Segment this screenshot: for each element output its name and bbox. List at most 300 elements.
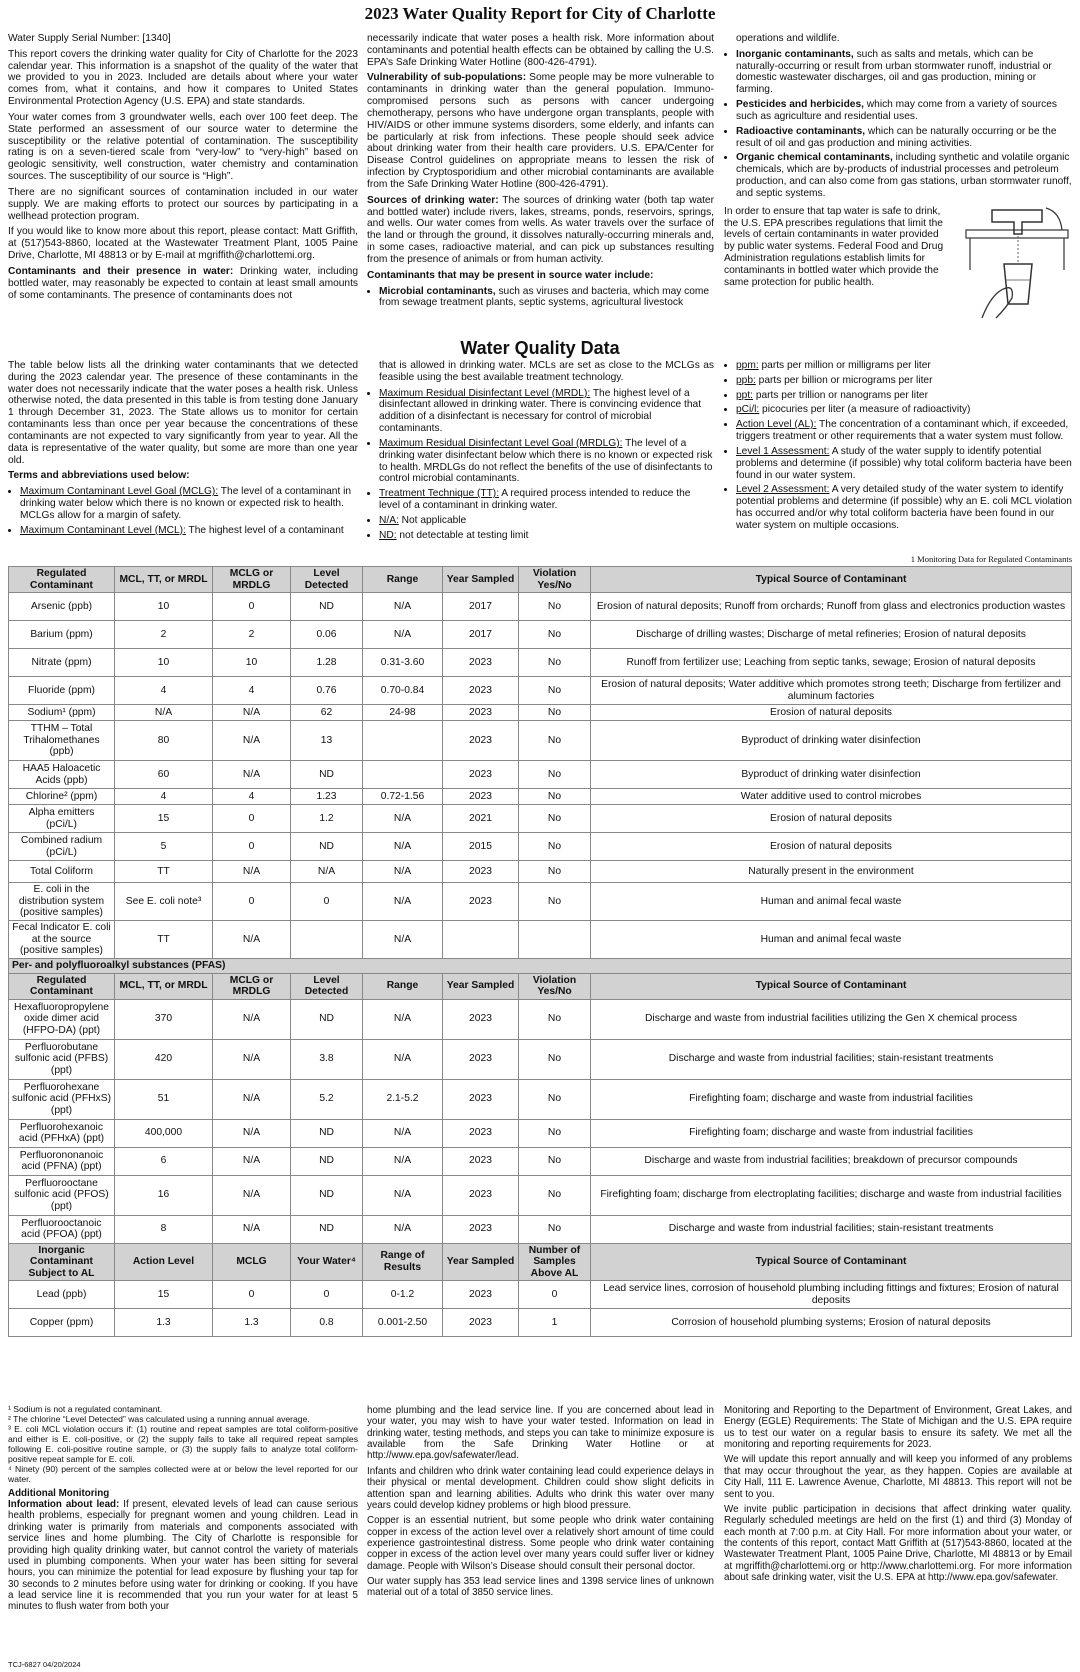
table-cell: 4 (115, 677, 213, 705)
table-cell: TTHM – Total Trihalomethanes (ppb) (9, 721, 115, 761)
footnote-1: ¹ Sodium is not a regulated contaminant. (8, 1404, 163, 1414)
column-header: MCLG or MRDLG (213, 973, 291, 999)
column-header: Level Detected (291, 973, 363, 999)
health-info-paragraph: necessarily indicate that water poses a health risk. More information about contaminants and potential health effects can be obtained by calling the U.S. EPA’s Safe Drinking Water Hotline (800-426-4791). (367, 33, 714, 68)
term-definition: parts per billion or micrograms per liter (755, 374, 933, 386)
table-cell: See E. coli note³ (115, 883, 213, 921)
list-item (736, 152, 1072, 199)
table-cell: N/A (363, 621, 443, 649)
list-continuation: operations and wildlife. (736, 33, 840, 44)
table-cell: 2023 (443, 1039, 519, 1079)
term-item (379, 438, 714, 485)
column-header: Violation Yes/No (519, 973, 591, 999)
table-cell: 2023 (443, 677, 519, 705)
term-item (736, 419, 1072, 443)
term-name: Maximum Residual Disinfectant Level Goal (MRDLG): (379, 437, 623, 449)
table-cell: Fecal Indicator E. coli at the source (positive samples) (9, 921, 115, 959)
term-definition: The level of a drinking water disinfectant below which there is no known or expected risk to health. MRDLGs do not reflect the benefits of the use of disinfectants to control microbial contaminants. (379, 437, 713, 485)
table-row (9, 1039, 1072, 1079)
report-title: 2023 Water Quality Report for City of Charlotte (364, 4, 716, 23)
list-item-term: Pesticides and herbicides, (736, 99, 864, 111)
table-cell: 0.31-3.60 (363, 649, 443, 677)
table-cell: ND (291, 999, 363, 1039)
table-cell: Erosion of natural deposits (591, 833, 1072, 861)
table-cell: Perfluorooctanoic acid (PFOA) (ppt) (9, 1215, 115, 1243)
table-cell: 2023 (443, 1079, 519, 1119)
contaminants-text: Drinking water, including bottled water, may reasonably be expected to contain at least small amounts of some contaminants. The presence of contaminants does not (8, 265, 358, 301)
table-cell: Erosion of natural deposits (591, 705, 1072, 721)
table-cell: E. coli in the distribution system (positive samples) (9, 883, 115, 921)
table-cell: HAA5 Haloacetic Acids (ppb) (9, 761, 115, 789)
table-cell: N/A (363, 861, 443, 883)
column-header: Your Water⁴ (291, 1243, 363, 1281)
table-cell: N/A (363, 1147, 443, 1175)
table-cell: Chlorine² (ppm) (9, 789, 115, 805)
data-intro-paragraph: The table below lists all the drinking water contaminants that we detected during the 2023 calendar year. The presence of these contaminants in the water does not necessarily indicate that the water poses a health risk. Unless otherwise noted, the data presented in this table is from testing done January 1 through December 31, 2023. The State allows us to monitor for certain contaminants less than once per year because the concentrations of these contaminants are not expected to vary significantly from year to year. All the data is representative of the water quality, but some are more than one year old. (8, 360, 358, 466)
term-item (379, 388, 714, 435)
table-cell: No (519, 1079, 591, 1119)
table-cell: ND (291, 593, 363, 621)
lead-text: If present, elevated levels of lead can cause serious health problems, especially for pregnant women and young children. Lead in drinking water is primarily from materials and components associated with service lines and home plumbing. The City of Charlotte is responsible for providing high quality drinking water, but cannot control the variety of materials used in plumbing components. When your water has been sitting for several hours, you can minimize the potential for lead exposure by flushing your tap for 30 seconds to 2 minutes before using water for drinking or cooking. If you have a lead service line it is recommended that you run your water for at least 5 minutes to flush water from both your (8, 1499, 358, 1613)
table-cell: Perfluorooctane sulfonic acid (PFOS) (ppt) (9, 1175, 115, 1215)
table-row (9, 677, 1072, 705)
table-cell: Byproduct of drinking water disinfection (591, 761, 1072, 789)
list-item-text: including synthetic and volatile organic chemicals, which are by-products of industrial processes and petroleum production, and can also come from gas stations, urban stormwater runoff, and septic systems. (736, 152, 1072, 199)
table-cell: 4 (213, 677, 291, 705)
lead-continuation: home plumbing and the lead service line. If you are concerned about lead in your water, you may wish to have your water tested. Information on lead in drinking water, testing methods, and steps you can take to minimize exposure is available from the Safe Drinking Water Hotline or at http://www.epa.gov/safewater/lead. (367, 1405, 714, 1462)
table-cell: Firefighting foam; discharge from electroplating facilities; discharge and waste from industrial facilities (591, 1175, 1072, 1215)
table-cell: 2023 (443, 789, 519, 805)
column-header: Typical Source of Contaminant (591, 973, 1072, 999)
table-cell: Nitrate (ppm) (9, 649, 115, 677)
table-cell: 2023 (443, 1281, 519, 1309)
table-cell: ND (291, 1119, 363, 1147)
term-definition: The highest level of a disinfectant allowed in drinking water. There is convincing evidence that addition of a disinfectant is necessary for control of microbial contaminants. (379, 387, 702, 435)
table-cell: 4 (213, 789, 291, 805)
table-cell: 1.23 (291, 789, 363, 805)
table-cell: Discharge and waste from industrial facilities utilizing the Gen X chemical process (591, 999, 1072, 1039)
table-cell: Barium (ppm) (9, 621, 115, 649)
term-name: Maximum Contaminant Level (MCL): (20, 524, 186, 536)
table-cell: Lead (ppb) (9, 1281, 115, 1309)
table-cell: 2023 (443, 883, 519, 921)
table-cell: 2 (115, 621, 213, 649)
table-cell: 10 (115, 649, 213, 677)
table-cell: No (519, 1039, 591, 1079)
footnote-2: ² The chlorine “Level Detected” was calculated using a running annual average. (8, 1413, 310, 1424)
contact-paragraph: If you would like to know more about this report, please contact: Matt Griffith, at (517)543-8860, located at the Wastewater Treatment Plant, 1005 Paine Drive, Charlotte, MI 48813 or by E-mail at mgriffith@charlottemi.org. (8, 226, 358, 262)
term-name: pCi/l: (736, 404, 760, 416)
epa-regulation-paragraph: In order to ensure that tap water is safe to drink, the U.S. EPA prescribes regulations that limit the levels of certain contaminants in water provided by public water systems. Federal Food and Drug Administration regulations establish limits for contaminants in bottled water which provide the same protection for public health. (724, 205, 944, 288)
column-header: Typical Source of Contaminant (591, 567, 1072, 593)
footnote-4: ⁴ Ninety (90) percent of the samples collected were at or below the level reported for our water. (8, 1463, 358, 1484)
table-cell: Naturally present in the environment (591, 861, 1072, 883)
sources-heading: Sources of drinking water: (367, 194, 499, 206)
list-item (736, 49, 1072, 96)
table-cell: No (519, 789, 591, 805)
table-cell: 2023 (443, 861, 519, 883)
term-name: ppm: (736, 360, 759, 371)
list-item-text: which can be naturally occurring or be the result of oil and gas production and mining activities. (736, 125, 1057, 149)
table-cell: No (519, 721, 591, 761)
table-cell: No (519, 883, 591, 921)
term-definition: parts per trillion or nanograms per liter (753, 389, 928, 401)
table-row (9, 761, 1072, 789)
sources-text: The sources of drinking water (both tap water and bottled water) include rivers, lakes, streams, ponds, reservoirs, springs, and wells. Our water comes from wells. As water travels over the surface of the land or through the ground, it dissolves naturally-occurring minerals and, in some cases, radioactive material, and can pick up substances resulting from the presence of animals or from human activity. (367, 194, 714, 265)
table-cell: No (519, 621, 591, 649)
table-cell: N/A (213, 999, 291, 1039)
data-intro-column-3 (724, 360, 1072, 535)
list-item-text: which may come from a variety of sources such as agriculture and residential uses. (736, 99, 1058, 122)
table-cell: 6 (115, 1147, 213, 1175)
table-cell: N/A (213, 1147, 291, 1175)
table-cell: 2023 (443, 1215, 519, 1243)
pfas-section-title: Per- and polyfluoroalkyl substances (PFAS) (9, 959, 1072, 974)
term-item (20, 486, 358, 521)
table-cell: N/A (213, 1119, 291, 1147)
column-header: MCL, TT, or MRDL (115, 567, 213, 593)
source-contaminant-list (367, 286, 714, 310)
table-cell: 4 (115, 789, 213, 805)
table-row (9, 1175, 1072, 1215)
table-cell: Water additive used to control microbes (591, 789, 1072, 805)
table-cell: No (519, 761, 591, 789)
column-header: MCLG (213, 1243, 291, 1281)
term-name: N/A: (379, 514, 399, 526)
column-header: Year Sampled (443, 567, 519, 593)
table-cell: 0-1.2 (363, 1281, 443, 1309)
table-cell: 0.06 (291, 621, 363, 649)
table-cell: No (519, 861, 591, 883)
table-cell: Erosion of natural deposits; Runoff from orchards; Runoff from glass and electronics production wastes (591, 593, 1072, 621)
term-name: ND: (379, 529, 397, 541)
column-header: Level Detected (291, 567, 363, 593)
table-cell: 1.28 (291, 649, 363, 677)
table-cell: Perfluorohexanoic acid (PFHxA) (ppt) (9, 1119, 115, 1147)
table-cell: Firefighting foam; discharge and waste from industrial facilities (591, 1119, 1072, 1147)
column-header: Action Level (115, 1243, 213, 1281)
term-name: Action Level (AL): (736, 419, 817, 431)
action-level-header-row (9, 1243, 1072, 1281)
table-cell: No (519, 649, 591, 677)
table-cell: 8 (115, 1215, 213, 1243)
table-header-row (9, 567, 1072, 593)
table-cell: Corrosion of household plumbing systems; Erosion of natural deposits (591, 1309, 1072, 1337)
list-item-term: Inorganic contaminants, (736, 48, 854, 60)
table-cell: 2 (213, 621, 291, 649)
table-cell: 2015 (443, 833, 519, 861)
lead-paragraph (8, 1499, 358, 1613)
table-cell: 10 (213, 649, 291, 677)
table-cell: Fluoride (ppm) (9, 677, 115, 705)
contaminants-paragraph (8, 266, 358, 301)
term-name: Maximum Contaminant Level Goal (MCLG): (20, 486, 219, 498)
term-name: Maximum Residual Disinfectant Level (MRDL): (379, 387, 591, 399)
footnote-3: ³ E. coli MCL violation occurs if: (1) routine and repeat samples are total coliform-positive and either is E. coli-positive, or (2) the supply fails to take all required repeat samples following E. coli-positive routine sample, or (3) the supply fails to analyze total coliform-positive repeat sample for E. coli. (8, 1423, 358, 1464)
column-header: Typical Source of Contaminant (591, 1243, 1072, 1281)
list-item-term: Organic chemical contaminants, (736, 152, 893, 164)
sources-paragraph (367, 195, 714, 266)
table-cell: No (519, 1215, 591, 1243)
table-cell: 0.70-0.84 (363, 677, 443, 705)
table-row (9, 1309, 1072, 1337)
vulnerability-heading: Vulnerability of sub-populations: (367, 72, 527, 84)
table-cell: No (519, 593, 591, 621)
table-cell: Erosion of natural deposits (591, 805, 1072, 833)
table-cell: Perfluorononanoic acid (PFNA) (ppt) (9, 1147, 115, 1175)
table-cell: N/A (363, 921, 443, 959)
table-row (9, 921, 1072, 959)
term-name: ppt: (736, 389, 753, 401)
contaminant-table (8, 566, 1072, 1337)
column-header: Violation Yes/No (519, 567, 591, 593)
table-cell: 62 (291, 705, 363, 721)
table-cell: N/A (213, 721, 291, 761)
table-cell: No (519, 1119, 591, 1147)
column-header: MCLG or MRDLG (213, 567, 291, 593)
table-cell: N/A (213, 705, 291, 721)
table-cell: ND (291, 761, 363, 789)
additional-monitoring-heading (8, 1488, 358, 1499)
faucet-glass-illustration (962, 200, 1072, 320)
table-cell: 5.2 (291, 1079, 363, 1119)
table-cell: 2.1-5.2 (363, 1079, 443, 1119)
term-item (379, 530, 714, 542)
table-cell: Copper (ppm) (9, 1309, 115, 1337)
wells-paragraph: Your water comes from 3 groundwater wells, each over 100 feet deep. The State performed an assessment of our source water to determine the susceptibility or the relative potential of contamination. The susceptibility rating is on a seven-tiered scale from “very-low” to “very-high” based on geologic sensitivity, well construction, water chemistry and contamination sources. The susceptibility of our source is “High”. (8, 111, 358, 183)
table-cell: N/A (363, 1039, 443, 1079)
term-item (379, 488, 714, 512)
contaminants-heading: Contaminants and their presence in water: (8, 265, 234, 277)
table-cell: Perfluorohexane sulfonic acid (PFHxS) (ppt) (9, 1079, 115, 1119)
table-cell: 2023 (443, 649, 519, 677)
column-header: Inorganic Contaminant Subject to AL (9, 1243, 115, 1281)
table-cell: Lead service lines, corrosion of household plumbing including fittings and fixtures; Erosion of natural deposits (591, 1281, 1072, 1309)
table-cell: 420 (115, 1039, 213, 1079)
term-definition: not detectable at testing limit (396, 529, 529, 541)
table-cell: 0 (213, 593, 291, 621)
table-cell: TT (115, 921, 213, 959)
table-cell (443, 921, 519, 959)
term-definition: parts per million or milligrams per liter (758, 360, 931, 371)
footer-column-3 (724, 1405, 1072, 1587)
table-cell: Runoff from fertilizer use; Leaching from septic tanks, sewage; Erosion of natural deposits (591, 649, 1072, 677)
protection-paragraph: There are no significant sources of contamination included in our water supply. We are making efforts to protect our sources by participating in a wellhead protection program. (8, 186, 358, 222)
terms-heading (8, 470, 358, 482)
term-item (379, 515, 714, 527)
table-cell: 2023 (443, 721, 519, 761)
table-cell: No (519, 705, 591, 721)
table-cell: 2017 (443, 621, 519, 649)
table-cell: 0.76 (291, 677, 363, 705)
table-cell: 400,000 (115, 1119, 213, 1147)
table-cell: 3.8 (291, 1039, 363, 1079)
term-definition: A study of the water supply to identify potential problems and determine (if possible) why total coliform bacteria have been found in our water system. (736, 445, 1072, 481)
table-cell: N/A (363, 833, 443, 861)
table-cell: N/A (213, 1175, 291, 1215)
table-cell: 80 (115, 721, 213, 761)
table-cell: 0 (519, 1281, 591, 1309)
intro-paragraph: This report covers the drinking water quality for City of Charlotte for the 2023 calendar year. This information is a snapshot of the quality of the water that we provided to you in 2023. Included are details about where your water comes from, what it contains, and how it compares to United States Environmental Protection Agency (U.S. EPA) and state standards. (8, 48, 358, 108)
term-item (736, 446, 1072, 481)
table-cell: 0 (291, 1281, 363, 1309)
table-cell: 2023 (443, 1175, 519, 1215)
term-name: Level 1 Assessment: (736, 445, 830, 457)
table-row (9, 621, 1072, 649)
table-cell: Discharge and waste from industrial facilities; stain-resistant treatments (591, 1039, 1072, 1079)
list-item (379, 286, 714, 310)
table-row (9, 1079, 1072, 1119)
table-cell (291, 921, 363, 959)
term-definition: A very detailed study of the water system to identify potential problems and determine (if possible) why an E. coli MCL violation has occurred and/or why total coliform bacteria have been found in our water system on multiple occasions. (736, 484, 1072, 531)
table-cell: Erosion of natural deposits; Water additive which promotes strong teeth; Discharge from fertilizer and aluminum factories (591, 677, 1072, 705)
column-header: Regulated Contaminant (9, 567, 115, 593)
additional-monitoring-label: Additional Monitoring (8, 1487, 110, 1499)
table-cell: Hexafluoropropylene oxide dimer acid (HFPO-DA) (ppt) (9, 999, 115, 1039)
term-item (736, 360, 1072, 372)
table-cell: N/A (363, 1119, 443, 1147)
column-header: Range (363, 973, 443, 999)
term-definition: Not applicable (398, 514, 467, 526)
table-row (9, 705, 1072, 721)
term-item (736, 390, 1072, 402)
may-be-present-heading (367, 270, 714, 282)
intro-column-1 (8, 33, 358, 305)
term-definition: A required process intended to reduce the level of a contaminant in drinking water. (379, 488, 691, 512)
table-cell: 370 (115, 999, 213, 1039)
term-name: ppb: (736, 374, 756, 386)
list-item-term: Radioactive contaminants, (736, 125, 866, 137)
list-item (736, 99, 1072, 123)
table-cell: 2017 (443, 593, 519, 621)
table-cell: 2023 (443, 1147, 519, 1175)
pfas-section-row (9, 959, 1072, 974)
table-cell: Firefighting foam; discharge and waste from industrial facilities (591, 1079, 1072, 1119)
table-cell: 5 (115, 833, 213, 861)
table-row (9, 805, 1072, 833)
term-name: Treatment Technique (TT): (379, 488, 500, 500)
table-cell: 1 (519, 1309, 591, 1337)
table-cell: Combined radium (pCi/L) (9, 833, 115, 861)
table-cell: N/A (213, 1079, 291, 1119)
table-cell: 24-98 (363, 705, 443, 721)
table-cell: N/A (213, 761, 291, 789)
list-item-text: such as viruses and bacteria, which may come from sewage treatment plants, septic systems, agricultural livestock (379, 285, 710, 309)
table-body (9, 593, 1072, 1337)
data-intro-column-1 (8, 360, 358, 540)
table-cell: N/A (363, 1175, 443, 1215)
intro-column-2 (367, 33, 714, 312)
table-cell: N/A (363, 805, 443, 833)
table-cell: 1.3 (115, 1309, 213, 1337)
source-contaminant-list-cont (724, 49, 1072, 200)
table-cell: 0.8 (291, 1309, 363, 1337)
column-header: Year Sampled (443, 1243, 519, 1281)
water-quality-data-heading: Water Quality Data (460, 338, 620, 358)
table-row (9, 999, 1072, 1039)
table-cell: 2023 (443, 1119, 519, 1147)
table-row (9, 861, 1072, 883)
column-header: Range of Results (363, 1243, 443, 1281)
term-item (736, 484, 1072, 531)
term-definition: The highest level of a contaminant (185, 524, 344, 536)
table-cell: Discharge and waste from industrial facilities; stain-resistant treatments (591, 1215, 1072, 1243)
table-row (9, 789, 1072, 805)
document-code: TCJ-6827 04/20/2024 (8, 1660, 81, 1669)
term-definition: The concentration of a contaminant which, if exceeded, triggers treatment or other requirements that a water system must follow. (736, 419, 1069, 443)
data-intro-column-2 (367, 360, 714, 545)
table-cell: Total Coliform (9, 861, 115, 883)
table-cell: No (519, 1147, 591, 1175)
vulnerability-paragraph (367, 72, 714, 190)
table-cell: N/A (363, 593, 443, 621)
table-cell: N/A (363, 999, 443, 1039)
table-cell: N/A (363, 883, 443, 921)
table-cell: Arsenic (ppb) (9, 593, 115, 621)
table-cell: No (519, 677, 591, 705)
table-cell: 0 (213, 805, 291, 833)
table-cell: No (519, 1175, 591, 1215)
table-cell: N/A (213, 1215, 291, 1243)
terms-list-cont (367, 388, 714, 542)
table-cell: 15 (115, 805, 213, 833)
table-cell: 1.2 (291, 805, 363, 833)
footer-column-2 (367, 1405, 714, 1603)
infants-paragraph: Infants and children who drink water containing lead could experience delays in their physical or mental development. Children could show slight deficits in attention span and learning abilities. Adults who drink this water over many years could develop kidney problems or high blood pressure. (367, 1465, 714, 1511)
term-definition: picocuries per liter (a measure of radioactivity) (759, 404, 971, 416)
table-cell: N/A (363, 1215, 443, 1243)
table-cell: 16 (115, 1175, 213, 1215)
term-item (20, 525, 358, 537)
column-header: Year Sampled (443, 973, 519, 999)
service-lines-paragraph: Our water supply has 353 lead service lines and 1398 service lines of unknown material out of a total of 3850 service lines. (367, 1576, 714, 1599)
egle-paragraph: Monitoring and Reporting to the Department of Environment, Great Lakes, and Energy (EGLE) Requirements: The State of Michigan and the U.S. EPA require us to test our water on a regular basis to ensure its safety. We met all the monitoring and reporting requirements for 2023. (724, 1405, 1072, 1451)
table-cell: 2023 (443, 999, 519, 1039)
list-item (736, 126, 1072, 150)
table-cell: ND (291, 1215, 363, 1243)
table-row (9, 833, 1072, 861)
term-definition: The level of a contaminant in drinking water below which there is no known or expected risk to health. MCLGs allow for a margin of safety. (20, 486, 352, 521)
column-header: MCL, TT, or MRDL (115, 973, 213, 999)
pfas-header-row (9, 973, 1072, 999)
table-cell (363, 761, 443, 789)
table-cell: 0 (291, 883, 363, 921)
table-cell: N/A (213, 921, 291, 959)
terms-list (8, 486, 358, 536)
table-row (9, 593, 1072, 621)
table-cell: 13 (291, 721, 363, 761)
table-cell: Human and animal fecal waste (591, 921, 1072, 959)
footer-column-1 (8, 1405, 358, 1617)
table-cell: N/A (213, 861, 291, 883)
term-item (736, 375, 1072, 387)
table-row (9, 649, 1072, 677)
table-cell: 15 (115, 1281, 213, 1309)
table-row (9, 1281, 1072, 1309)
update-paragraph: We will update this report annually and will keep you informed of any problems that may occur throughout the year, as they happen. Copies are available at City Hall, 111 E. Lawrence Avenue, Charlotte, MI 48813. This report will not be sent to you. (724, 1454, 1072, 1500)
table-cell: Perfluorobutane sulfonic acid (PFBS) (ppt) (9, 1039, 115, 1079)
table-row (9, 1147, 1072, 1175)
terms-list-cont-2 (724, 360, 1072, 532)
table-row (9, 721, 1072, 761)
table-cell: ND (291, 1175, 363, 1215)
table-cell: ND (291, 1147, 363, 1175)
table-cell: No (519, 833, 591, 861)
list-item-text: such as salts and metals, which can be naturally-occurring or result from urban stormwater runoff, industrial or domestic wastewater discharges, oil and gas production, mining or farming. (736, 48, 1052, 96)
copper-paragraph: Copper is an essential nutrient, but some people who drink water containing copper in excess of the action level over a relatively short amount of time could experience gastrointestinal distress. Some people who drink water containing copper in excess of the action level over many years could suffer liver or kidney damage. People with Wilson’s Disease should consult their personal doctor. (367, 1515, 714, 1572)
table-cell: 2023 (443, 705, 519, 721)
table-cell: 0 (213, 833, 291, 861)
